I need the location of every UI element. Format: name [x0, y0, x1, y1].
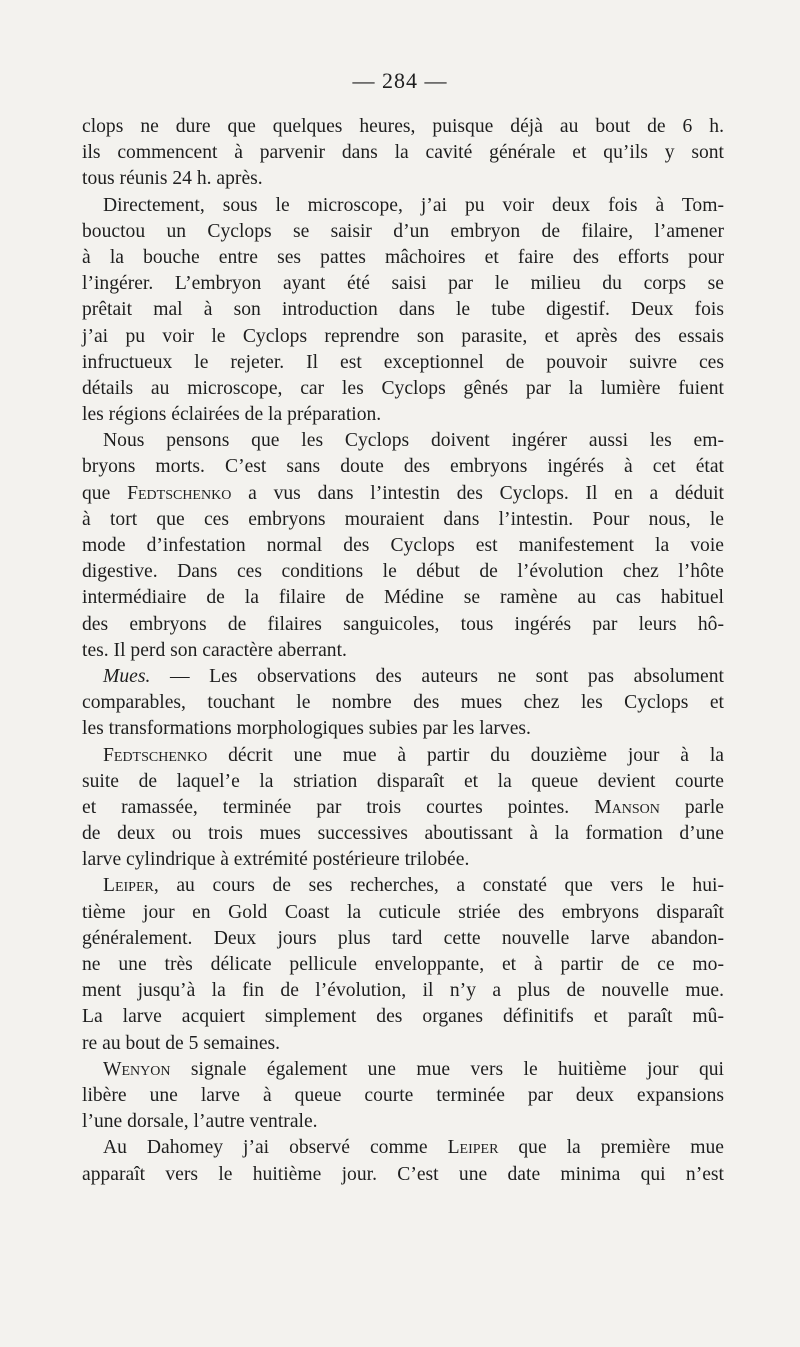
text-line	[82, 481, 724, 507]
text-run: tième jour en Gold Coast la cuticule striée des embryons disparaît	[82, 901, 724, 923]
text-line	[82, 1109, 724, 1135]
text-line	[82, 402, 724, 428]
paragraph	[82, 664, 724, 743]
text-line	[82, 716, 724, 742]
text-line	[82, 847, 724, 873]
text-line	[82, 376, 724, 402]
text-line	[82, 166, 724, 192]
author-name: Wenyon	[103, 1058, 171, 1080]
text-run: signale également une mue vers le huitième jour qui	[170, 1058, 724, 1080]
text-run: larve cylindrique à extrémité postérieure trilobée.	[82, 849, 470, 871]
text-line	[82, 900, 724, 926]
text-run: l’une dorsale, l’autre ventrale.	[82, 1111, 318, 1133]
text-run: tous réunis 24 h. après.	[82, 168, 263, 190]
body-text	[82, 114, 724, 1188]
text-run: La larve acquiert simplement des organes définitifs et paraît mû-	[82, 1006, 724, 1028]
text-run: parle	[659, 796, 725, 818]
text-run: Directement, sous le microscope, j’ai pu voir deux fois à Tom-	[103, 194, 724, 216]
text-line	[82, 795, 724, 821]
text-line	[82, 271, 724, 297]
text-run: que la première mue	[498, 1137, 724, 1159]
text-run: de deux ou trois mues successives aboutissant à la formation d’une	[82, 823, 724, 845]
text-line	[82, 428, 724, 454]
text-line	[82, 690, 724, 716]
text-line	[82, 664, 724, 690]
text-run: l’ingérer. L’embryon ayant été saisi par le milieu du corps se	[82, 273, 724, 295]
author-name: Fedtschenko	[103, 744, 208, 766]
author-name: Leiper	[447, 1137, 499, 1159]
author-name: Leiper	[103, 875, 154, 897]
text-line	[82, 507, 724, 533]
text-line	[82, 612, 724, 638]
text-run: — Les observations des auteurs ne sont pas absolument	[150, 665, 724, 687]
text-run: apparaît vers le huitième jour. C’est une date minima qui n’est	[82, 1163, 724, 1185]
section-heading: Mues.	[103, 665, 151, 687]
text-run: les régions éclairées de la préparation.	[82, 404, 382, 426]
text-run: libère une larve à queue courte terminée par deux expansions	[82, 1084, 724, 1106]
text-run: j’ai pu voir le Cyclops reprendre son parasite, et après des essais	[82, 325, 724, 347]
text-line	[82, 219, 724, 245]
text-run: comparables, touchant le nombre des mues chez les Cyclops et	[82, 692, 724, 714]
text-run: mode d’infestation normal des Cyclops est manifestement la voie	[82, 535, 724, 556]
text-line	[82, 1004, 724, 1030]
text-run: ils commencent à parvenir dans la cavité générale et qu’ils y sont	[82, 142, 724, 164]
text-run: que	[82, 482, 128, 504]
text-line	[82, 1162, 724, 1188]
text-run: bouctou un Cyclops se saisir d’un embryon de filaire, l’amener	[82, 220, 724, 242]
text-run: bryons morts. C’est sans doute des embryons ingérés à cet état	[82, 456, 724, 478]
text-run: tes. Il perd son caractère aberrant.	[82, 639, 347, 661]
text-run: détails au microscope, car les Cyclops gênés par la lumière fuient	[82, 377, 724, 399]
text-line	[82, 952, 724, 978]
paragraph	[82, 1057, 724, 1136]
text-run: suite de laquel’e la striation disparaît et la queue devient courte	[82, 770, 724, 792]
paragraph	[82, 743, 724, 874]
text-run: des embryons de filaires sanguicoles, tous ingérés par leurs hô-	[82, 613, 724, 635]
text-run: à tort que ces embryons mouraient dans l’intestin. Pour nous, le	[82, 508, 724, 530]
text-line	[82, 638, 724, 664]
text-line	[82, 350, 724, 376]
paragraph	[82, 428, 724, 664]
text-line	[82, 769, 724, 795]
text-line	[82, 533, 724, 559]
text-line	[82, 140, 724, 166]
text-line	[82, 559, 724, 585]
text-run: Au Dahomey j’ai observé comme	[103, 1137, 448, 1159]
text-line	[82, 585, 724, 611]
text-run: décrit une mue à partir du douzième jour à la	[207, 744, 724, 766]
text-run: à la bouche entre ses pattes mâchoires et faire des efforts pour	[82, 246, 724, 268]
page-number: — 284 —	[352, 68, 448, 93]
text-line	[82, 1083, 724, 1109]
text-line	[82, 454, 724, 480]
text-run: a vus dans l’intestin des Cyclops. Il en a déduit	[231, 482, 724, 504]
author-name: Manson	[594, 796, 660, 818]
text-line	[82, 245, 724, 271]
text-line	[82, 873, 724, 899]
text-line	[82, 324, 724, 350]
text-line	[82, 743, 724, 769]
paragraph	[82, 114, 724, 193]
text-run: , au cours de ses recherches, a constaté que vers le hui-	[153, 875, 724, 897]
text-run: intermédiaire de la filaire de Médine se ramène au cas habituel	[82, 587, 724, 609]
text-run: ment jusqu’à la fin de l’évolution, il n’y a plus de nouvelle mue.	[82, 980, 724, 1002]
text-run: infructueux le rejeter. Il est exceptionnel de pouvoir suivre ces	[82, 351, 724, 373]
text-run: digestive. Dans ces conditions le début de l’évolution chez l’hôte	[82, 561, 724, 583]
paragraph	[82, 1135, 724, 1187]
text-line	[82, 1031, 724, 1057]
text-run: clops ne dure que quelques heures, puisque déjà au bout de 6 h.	[82, 116, 724, 137]
text-line	[82, 926, 724, 952]
text-line	[82, 114, 724, 140]
text-line	[82, 1057, 724, 1083]
author-name: Fedtschenko	[127, 482, 232, 504]
text-line	[82, 193, 724, 219]
text-line	[82, 297, 724, 323]
text-run: re au bout de 5 semaines.	[82, 1032, 281, 1054]
text-run: ne une très délicate pellicule enveloppante, et à partir de ce mo-	[82, 954, 724, 975]
text-run: et ramassée, terminée par trois courtes pointes.	[82, 796, 595, 818]
text-line	[82, 821, 724, 847]
text-run: prêtait mal à son introduction dans le tube digestif. Deux fois	[82, 299, 724, 321]
text-run: Nous pensons que les Cyclops doivent ingérer aussi les em-	[103, 430, 724, 452]
text-run: les transformations morphologiques subies par les larves.	[82, 718, 531, 740]
paragraph	[82, 873, 724, 1056]
text-run: généralement. Deux jours plus tard cette nouvelle larve abandon-	[82, 927, 724, 949]
paragraph	[82, 193, 724, 429]
text-line	[82, 978, 724, 1004]
text-line	[82, 1135, 724, 1161]
